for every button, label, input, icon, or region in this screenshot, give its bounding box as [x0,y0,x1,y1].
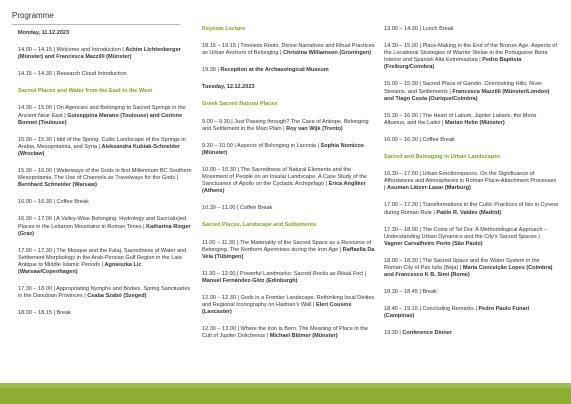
schedule-item-text: 12.30 – 13.00 | Where the Iron is Born. The Meaning of Place in the Cult of Jupiter Dolichenus | [202,326,368,340]
schedule-item [202,271,377,285]
footer-band-highlight [0,383,571,388]
schedule-item [384,227,559,248]
schedule-item-speaker: Csaba Szabó (Szeged) [87,293,147,300]
schedule-item-text: 15.30 – 16.00 | The Heart of Latium. Jupiter Latiaris, the Mons Albanus, and the Latini | [384,112,537,126]
schedule-item-text: 19.30 | [384,330,403,337]
schedule-item [18,310,193,317]
schedule-item-speaker: Conference Dinner [402,330,453,337]
schedule-item-speaker: Christina Williamson (Groningen) [283,50,372,57]
schedule-item-text: 9.30 – 10.00 | Aspects of Belonging in Laconia | [202,142,321,149]
schedule-item [18,105,193,126]
schedule-item [384,43,559,71]
schedule-item-text: 16.00 – 16.30 | Coffee Break [18,199,89,206]
schedule-item-text: 16.00 – 16.30 | Coffee Break [384,136,455,143]
schedule-item-speaker: Roy van Wijk (Trento) [286,125,343,132]
schedule-item-speaker: Eleri Cousins (Lancaster) [202,302,352,316]
schedule-item [18,168,193,189]
schedule-item-speaker: Reception at the Archaeological Museum [220,67,329,74]
schedule-item-text: 10.00 – 10.30 | The Sacredness of Natural Elements and the Movement of People on an Insular Landscape. A Case Study of the Sanctuaries of Apollo on the Cycladic Archipelago | [202,166,367,188]
schedule-item-speaker: Francesca Mazzilli (Münster/London) and Tiago Costa (Ourique/Coimbra) [384,88,550,102]
schedule-item [18,286,193,300]
schedule-item-text: 14.30 – 15.00 | On Agencies and Belonging to Sacred Springs in the Ancient Near East | [18,105,186,119]
section-heading: Sacred Places, Landscape and Settlements [202,222,317,229]
schedule-item-text: 16.30 – 17.00 | A Valley-Wise Belonging. Hydrology and Sacr(alis)ed Places in the Lebanon Mountains in Roman Times | [18,216,187,230]
schedule-item [202,240,377,261]
programme-column-3 [384,26,559,348]
schedule-item-text: 17.30 – 18.00 | Appropriating Nymphs and Bodies. Spring Sanctuaries in the Danubian Provinces | [18,286,191,300]
schedule-item-speaker: Erica Angliker (Athens) [202,181,366,195]
schedule-item-speaker: Agnieszka Lic (Warsaw/Copenhagen) [18,261,142,275]
schedule-item [202,43,377,57]
day-heading: Monday, 11.12.2023 [18,30,70,36]
schedule-item [202,326,377,340]
schedule-item [384,81,559,102]
schedule-item-text: 11.00 – 11.30 | The Materiality of the Sacred Space as a Resource of Belonging. The Northern Apennines during the Iron Age | [202,239,372,253]
schedule-item-text: 14.15 – 14.30 | Research Cloud Introduction [18,71,127,78]
schedule-item-speaker: Raffaella Da Vela (Tübingen) [202,246,375,260]
schedule-item-speaker: Pedro Baptista (Freiburg/Coimbra) [384,57,522,71]
schedule-item-text: 18.45 – 19.15 | Concluding Remarks | [384,306,479,313]
schedule-item-text: 17.00 – 17.30 | The Mosque and the Falaj. Sacredness of Water and Settlement Morphology in the Arab-Persian Gulf Region in the Late Antique to Middle Islamic Periods | [18,247,187,268]
schedule-item-text: 12.00 – 12.30 | Gods in a Frontier Landscape. Rethinking local Deities and Regional Iconography on Hadrian’s Wall | [202,294,375,309]
schedule-item [18,216,193,237]
schedule-item [384,306,559,320]
schedule-item [202,295,377,316]
schedule-item-text: 17.30 – 18.00 | The Coins of Tel Dor. A Methodological Approach – Understanding Urban Dynamics and the City’s Sacred Spaces | [384,226,548,240]
schedule-item-text: 11.30 – 12.00 | Powerful Landmarks: Sacred Rocks as Ritual Foci | [202,270,367,277]
schedule-item-speaker: Katharina Rieger (Graz) [18,223,191,237]
programme-column-1 [18,30,193,327]
footer-band [0,383,571,404]
schedule-item-text: 15.30 – 16.00 | Waterways of the Gods in first Millennium BC Southern Mesopotamia. The Use of Channels as Travelways for the Gods | [18,168,192,182]
schedule-item-text: 15.00 – 15.30 | Sacred Place of Garvão. Overlooking Hills, River Streams, and Settlements | [384,81,543,95]
schedule-item-speaker: Manuel Fernández-Götz (Edinburgh) [202,277,298,284]
page-title: Programme [12,11,54,20]
schedule-item [18,199,193,206]
section-heading: Keynote Lecture [202,26,246,32]
schedule-item [18,71,193,78]
schedule-item-text: 14.00 – 14.15 | Welcome and Introduction | [18,47,126,54]
section-heading: Sacred Places and Water from the East to the West [18,88,153,95]
section-heading: Sacred and Belonging in Urban Landscapes [384,154,501,161]
programme-column-2 [202,26,377,350]
schedule-item [18,47,193,61]
schedule-item-text: 14.30 – 15.00 | Place-Making in the End of the Bronze Age. Aspects of the Locational Strategies of Warrior Stelae in the Portuguese Beira Interior and Spanish Alta Extremadura | [384,43,557,64]
schedule-item-text: 18.00 – 18.30 | The Sacred Space and the Water System in the Roman City of Pax Iulia (Beja) | [384,257,540,271]
schedule-item-text: 18.00 – 18.15 | Break [18,310,71,317]
schedule-item-speaker: Asuman Lätzer-Lasar (Marburg) [386,185,471,192]
schedule-item-text: 19.30 | [202,67,221,74]
schedule-item-speaker: Aleksandra Kubiak-Schneider (Wrocław) [18,143,181,157]
schedule-item [202,167,377,195]
schedule-item-speaker: Bernhard Schneider (Warsaw) [18,182,98,189]
schedule-item-speaker: Sophia Nomicos (Münster) [202,142,364,156]
schedule-item [384,289,559,296]
schedule-item [384,137,559,144]
schedule-item [384,330,559,337]
schedule-item-speaker: Pedro Paulo Funari (Campinas) [384,306,530,320]
header-divider [12,24,180,25]
schedule-item-text: 18.15 – 19.15 | Timeless Roots. Divine Narratives and Ritual Practices as Urban Anchors of Belonging | [202,43,375,57]
schedule-item-text: 16.30 – 17.00 | Urban Emotionspaces. On the Significance of Affordances and Atmospheres in Roman Place-Attachment Processes | [384,171,557,192]
schedule-item-speaker: Marian Helm (Münster) [444,119,505,126]
schedule-item [18,248,193,276]
schedule-item [202,119,377,133]
schedule-item [384,202,559,216]
schedule-item [202,205,377,212]
schedule-item-speaker: Vagner Carvalheiro Porto (São Paulo) [384,240,483,247]
schedule-item-text: 15.00 – 15.30 | Idol of the Spring. Cultic Landscape of the Springs in Arabia, Mesopotamia, and Syria | [18,136,186,150]
schedule-item-text: 18.30 – 18.45 | Break [384,289,437,296]
schedule-item-text: 13.00 – 14.30 | Lunch Break [384,26,454,32]
schedule-item [18,137,193,158]
schedule-item-text: 17.00 – 17.30 | Transformations in the Cultic Practices of Isis in Cyrene during Roman Rule | [384,202,559,216]
schedule-item-text: 9.00 – 9.30 | Just Passing through? The Cave of Antiope. Belonging and Settlement in the Mazi Plain | [202,118,369,132]
schedule-item [384,26,559,33]
schedule-item [384,113,559,127]
schedule-item [384,171,559,192]
schedule-item-speaker: Achim Lichtenberger (Münster) and Francesca Mazzilli (Münster) [18,47,181,61]
schedule-item-speaker: Michael Blömer (Münster) [269,333,338,340]
schedule-item-speaker: Guiseppina Marano (Toulouse) and Corinne Bonnet (Toulouse) [18,112,183,126]
day-heading: Tuesday, 12.12.2023 [202,84,255,91]
schedule-item-speaker: Pablo R. Valdés (Madrid) [436,209,502,216]
schedule-item [202,143,377,157]
section-heading: Greek Sacred Natural Places [202,101,278,108]
schedule-item-text: 10.30 – 11.00 | Coffee Break [202,205,273,212]
schedule-item [202,67,377,74]
schedule-item-speaker: Maria Conceição Lopes (Coimbra) and Francesco K B. Simi (Rome) [384,264,553,279]
schedule-item [384,258,559,279]
